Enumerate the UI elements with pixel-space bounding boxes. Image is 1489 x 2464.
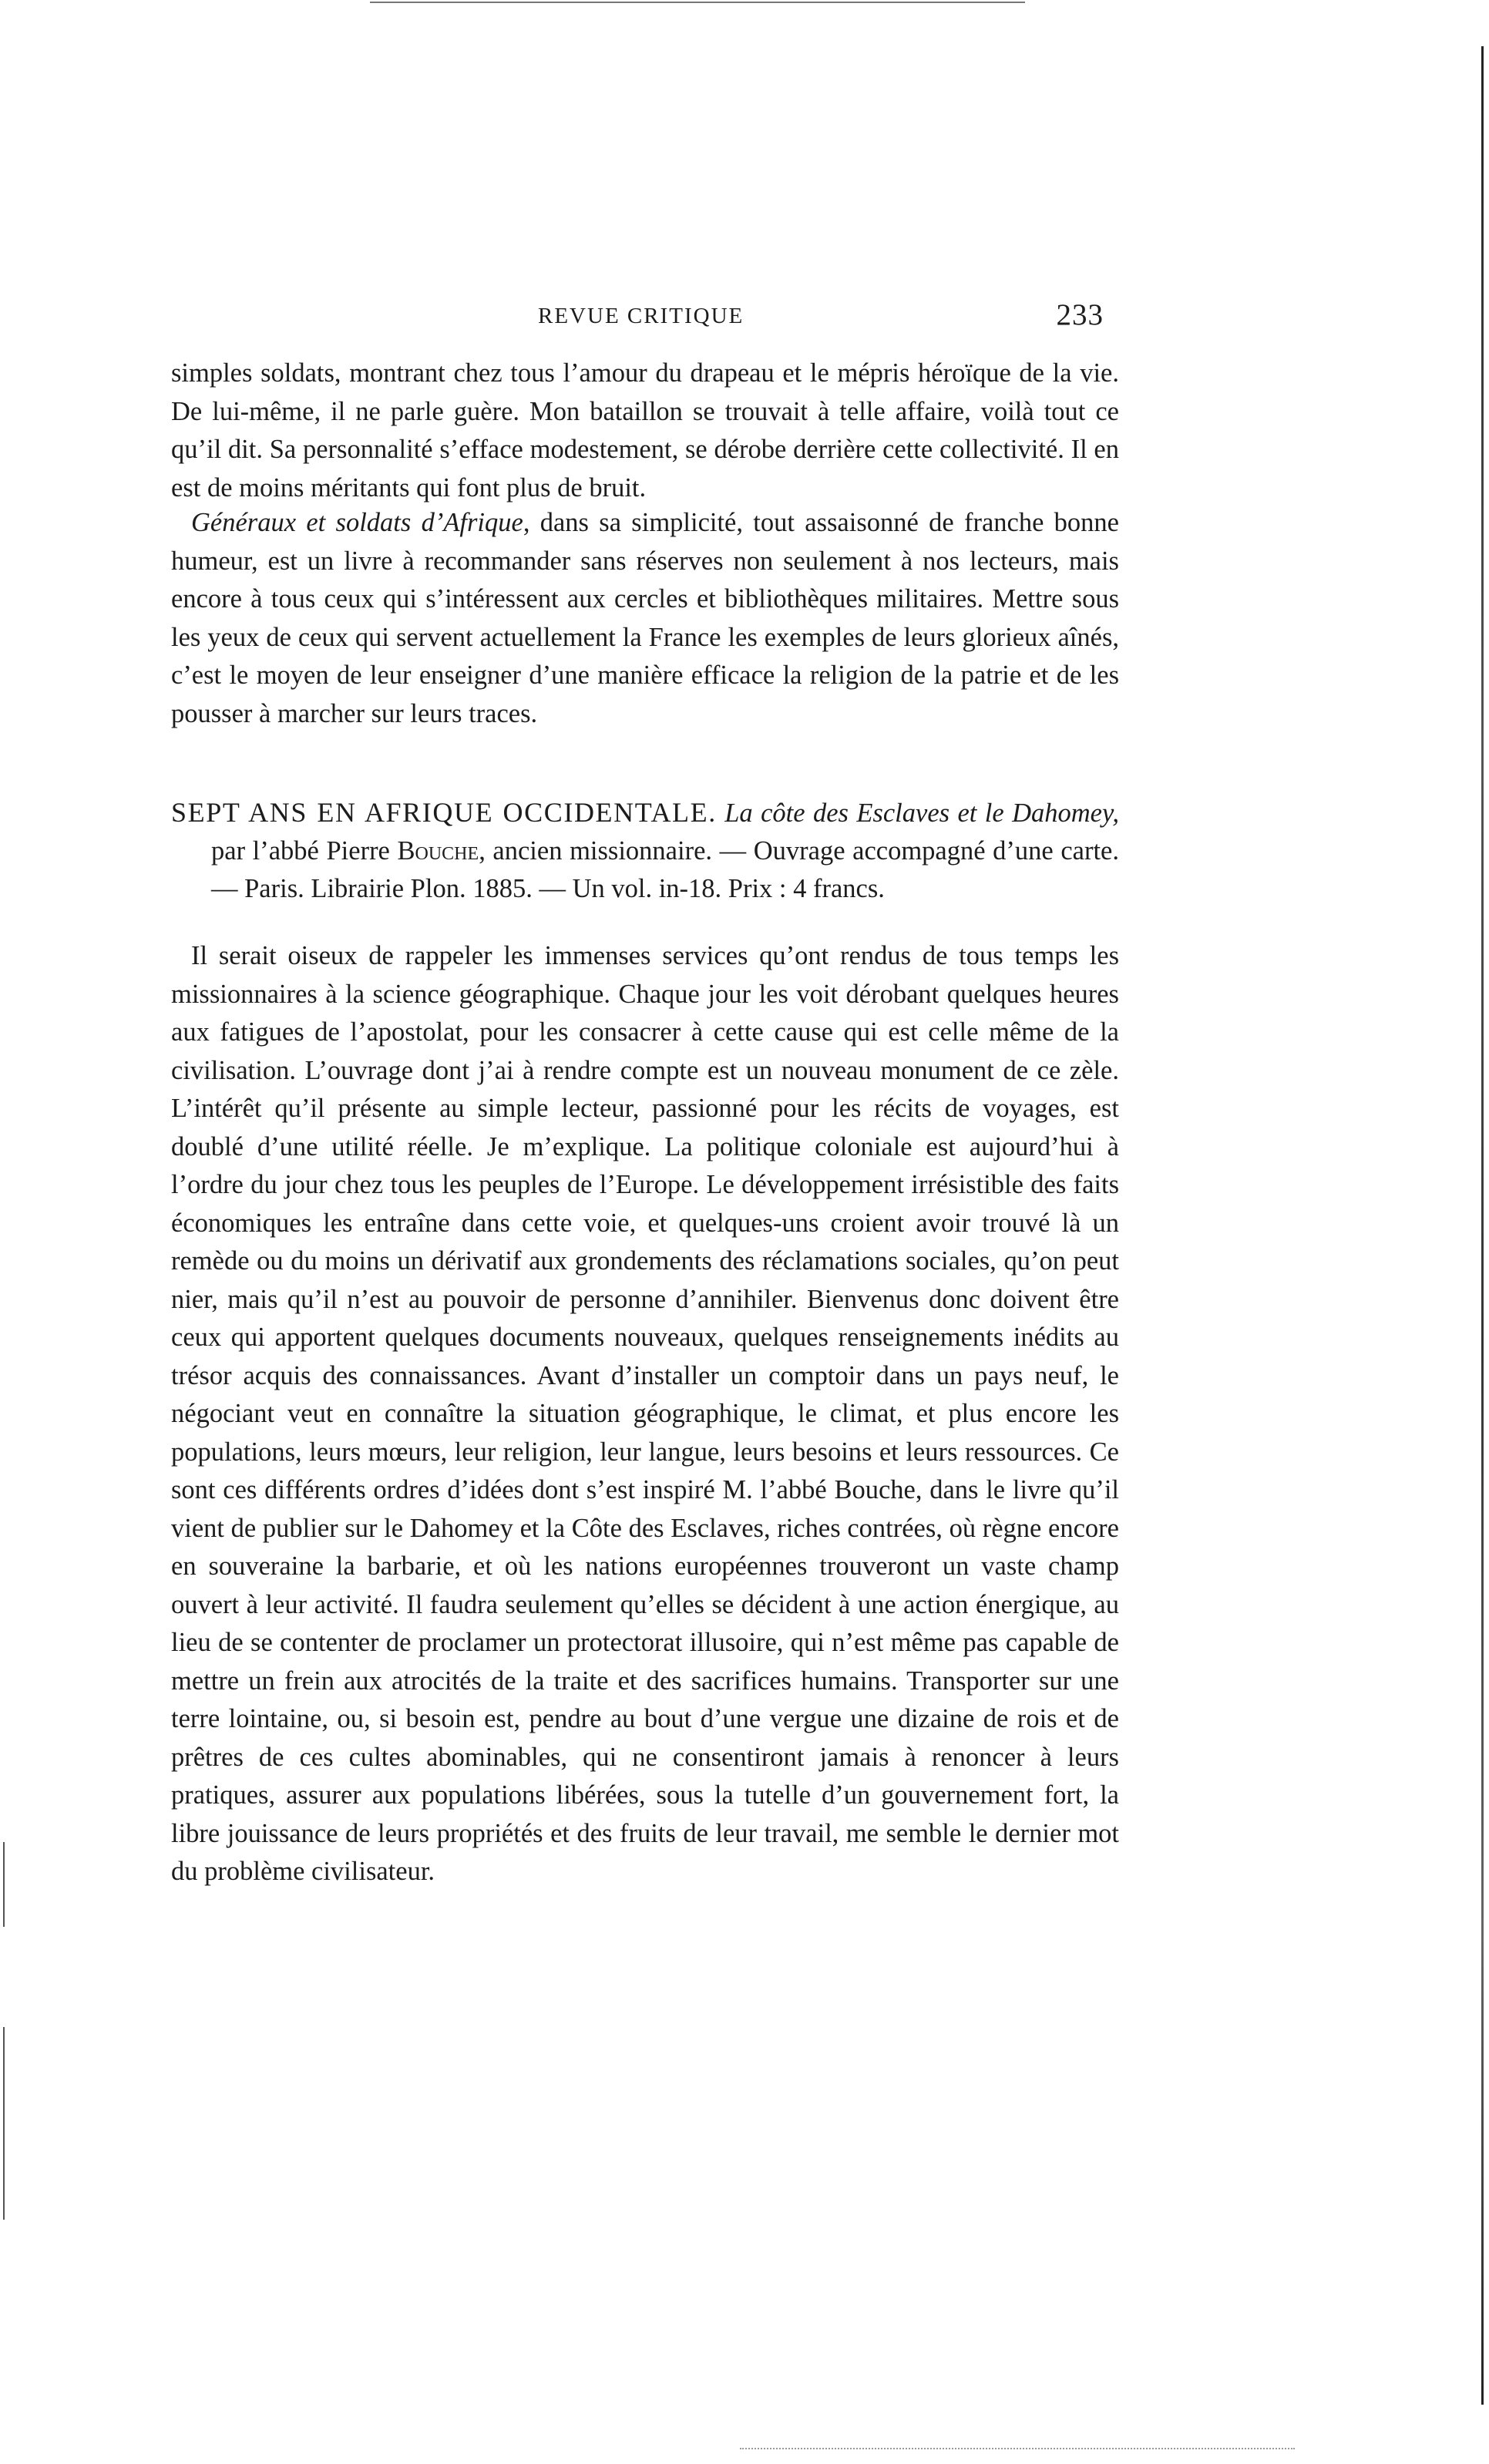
- review-body: [171, 937, 1119, 1891]
- page-number: 233: [1056, 298, 1104, 331]
- continued-paragraph: [171, 355, 1119, 507]
- recommendation-paragraph: [171, 504, 1119, 733]
- scan-right-edge: [1481, 46, 1484, 2405]
- paragraph: simples soldats, montrant chez tous l’amour du drapeau et le mépris héroïque de la vie. De lui-même, il ne parle guère. Mon bataillon se trouvait à telle affaire, voilà tout ce qu’il dit. Sa personnalité s’efface modestement, se dérobe derrière cette collectivité. Il en est de moins méritants qui font plus de bruit.: [171, 358, 1119, 503]
- publication-details: , ancien missionnaire. — Ouvrage accompagné d’une carte. — Paris. Librairie Plon. 1885. — Un vol. in-18. Prix : 4 francs.: [211, 836, 1119, 903]
- review-heading: [171, 794, 1119, 908]
- paragraph: Il serait oiseux de rappeler les immenses services qu’ont rendus de tous temps les missionnaires à la science géographique. Chaque jour les voit dérobant quelques heures aux fatigues de l’apostolat, pour les consacrer à cette cause qui est celle même de la civilisation. L’ouvrage dont j’ai à rendre compte est un nouveau monument de ce zèle. L’intérêt qu’il présente au simple lecteur, passionné pour les récits de voyages, est doublé d’une utilité réelle. Je m’explique. La politique coloniale est aujourd’hui à l’ordre du jour chez tous les peuples de l’Europe. Le développement irrésistible des faits économiques les entraîne dans cette voie, et quelques-uns croient avoir trouvé là un remède ou du moins un dérivatif aux grondements des réclamations sociales, qu’on peut nier, mais qu’il n’est au pouvoir de personne d’annihiler. Bienvenus donc doivent être ceux qui apportent quelques documents nouveaux, quelques renseignements inédits au trésor acquis des connaissances. Avant d’installer un comptoir dans un pays neuf, le négociant veut en connaître la situation géographique, le climat, et plus encore les populations, leurs mœurs, leur religion, leur langue, leurs besoins et leurs ressources. Ce sont ces différents ordres d’idées dont s’est inspiré M. l’abbé Bouche, dans le livre qu’il vient de publier sur le Dahomey et la Côte des Esclaves, riches contrées, où règne encore en souveraine la barbarie, et où les nations européennes trouveront un vaste champ ouvert à leur activité. Il faudra seulement qu’elles se décident à une action énergique, au lieu de se contenter de proclamer un protectorat illusoire, qui n’est même pas capable de mettre un frein aux atrocités de la traite et des sacrifices humains. Transporter sur une terre lointaine, ou, si besoin est, pendre au bout d’une vergue une dizaine de rois et de prêtres de ces cultes abominables, qui ne consentiront jamais à renoncer à leurs pratiques, assurer aux populations libérées, sous la tutelle d’un gouvernement fort, la libre jouissance de leurs propriétés et des fruits de leur travail, me semble le dernier mot du problème civilisateur.: [171, 941, 1119, 1886]
- running-title: REVUE CRITIQUE: [538, 304, 744, 328]
- scan-bottom-noise: [740, 2448, 1295, 2449]
- scan-left-edge-mark: [3, 2027, 5, 2220]
- author-name: Bouche: [397, 836, 479, 866]
- scan-left-edge-mark: [3, 1842, 5, 1927]
- paragraph: [171, 504, 1119, 733]
- scan-top-rule: [370, 2, 1025, 3]
- review-title: SEPT ANS EN AFRIQUE OCCIDENTALE.: [171, 797, 717, 828]
- paragraph-text: , dans sa simplicité, tout assaisonné de franche bonne humeur, est un livre à recommander sans réserves non seulement à nos lecteurs, mais encore à tous ceux qui s’intéressent aux cercles et bibliothèques militaires. Mettre sous les yeux de ceux qui servent actuellement la France les exemples de leurs glorieux aînés, c’est le moyen de leur enseigner d’une manière efficace la religion de la patrie et de les pousser à marcher sur leurs traces.: [171, 508, 1119, 728]
- book-title-italic: Généraux et soldats d’Afrique: [191, 508, 523, 537]
- running-head: [171, 297, 1119, 344]
- review-subtitle: La côte des Esclaves et le Dahomey,: [724, 798, 1120, 828]
- author-prefix: par l’abbé Pierre: [211, 836, 390, 866]
- review-citation: [171, 794, 1119, 908]
